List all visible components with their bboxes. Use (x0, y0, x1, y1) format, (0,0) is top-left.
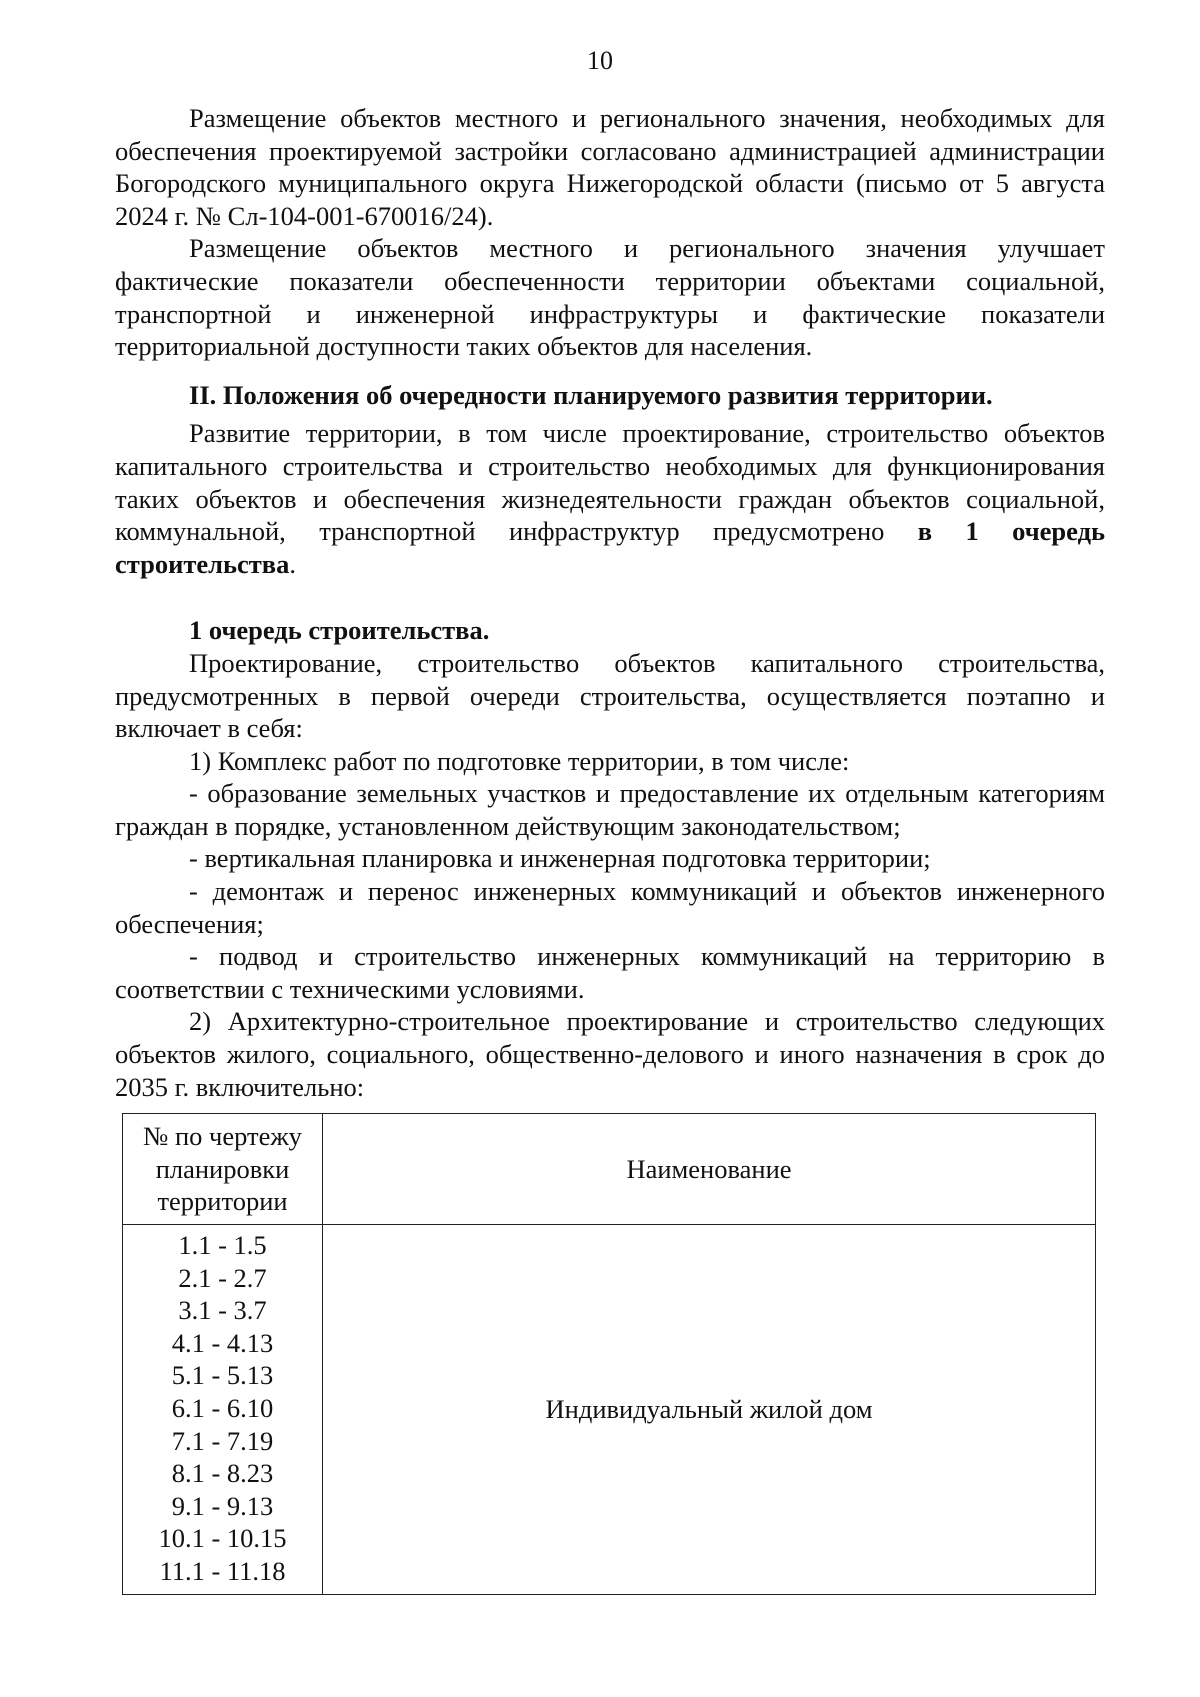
paragraph-development-end: . (289, 548, 296, 579)
number-range: 7.1 - 7.19 (171, 1425, 274, 1456)
paragraph-development-bold: в 1 очередь строительства (115, 516, 1105, 579)
paragraph-development (115, 417, 1105, 580)
cell-object-name: Индивидуальный жилой дом (323, 1225, 1096, 1595)
spacer (115, 363, 1105, 379)
number-range: 1.1 - 1.5 (178, 1230, 267, 1260)
header-name: Наименование (323, 1114, 1096, 1225)
number-range: 8.1 - 8.23 (171, 1458, 274, 1489)
list-item-2: 2) Архитектурно-строительное проектирование и строительство следующих объектов жилого, социального, общественно-делового и иного назначения в срок до 2035 г. включительно: (115, 1006, 1105, 1102)
paragraph-development-text: Развитие территории, в том числе проектирование, строительство объектов капитального строительства и строительство необходимых для функционирования таких объектов и обеспечения жизнедеятельности граждан объектов социальной, коммунальной, транспортной инфраструктур предусмотрено (115, 418, 1105, 547)
paragraph-indicators: Размещение объектов местного и регионального значения улучшает фактические показатели обеспеченности территории объектами социальной, транспортной и инженерной инфраструктуры и фактические показатели территориальной доступности таких объектов для населения. (115, 233, 1105, 362)
objects-table (122, 1113, 1096, 1595)
number-range: 4.1 - 4.13 (171, 1327, 274, 1358)
number-range: 6.1 - 6.10 (171, 1392, 274, 1423)
number-range: 2.1 - 2.7 (178, 1262, 267, 1293)
header-drawing-number (123, 1114, 323, 1225)
page-number: 10 (587, 46, 613, 75)
cell-drawing-numbers (123, 1225, 323, 1595)
table-header-row (123, 1114, 1096, 1225)
spacer (115, 580, 1105, 614)
paragraph-approval: Размещение объектов местного и регионального значения, необходимых для обеспечения проектируемой застройки согласовано администрацией администрации Богородского муниципального округа Нижегородской области (письмо от 5 августа 2024 г. № Сл-104-001-670016/24). (115, 103, 1105, 231)
table-row (123, 1225, 1096, 1595)
stage-heading: 1 очередь строительства. (189, 615, 490, 646)
sub-item-dismantling: - демонтаж и перенос инженерных коммуникаций и объектов инженерного обеспечения; (115, 876, 1105, 939)
section-heading: II. Положения об очередности планируемого развития территории. (189, 379, 993, 410)
paragraph-stage-intro: Проектирование, строительство объектов капитального строительства, предусмотренных в первой очереди строительства, осуществляется поэтапно и включает в себя: (115, 647, 1105, 744)
number-range: 5.1 - 5.13 (171, 1360, 274, 1391)
list-item-1: 1) Комплекс работ по подготовке территории, в том числе: (189, 745, 850, 776)
document-body (115, 102, 1105, 1103)
sub-item-land-plots: - образование земельных участков и предоставление их отдельным категориям граждан в порядке, установленном действующим законодательством; (115, 778, 1105, 841)
number-range: 10.1 - 10.15 (158, 1523, 287, 1554)
number-range: 9.1 - 9.13 (171, 1490, 274, 1521)
header-drawing-number-text: № по чертежу планировки территории (143, 1121, 302, 1217)
number-range: 3.1 - 3.7 (178, 1295, 267, 1326)
sub-item-utilities: - подвод и строительство инженерных коммуникаций на территорию в соответствии с техническими условиями. (115, 941, 1105, 1004)
sub-item-vertical-planning: - вертикальная планировка и инженерная подготовка территории; (189, 843, 931, 874)
number-range: 11.1 - 11.18 (159, 1555, 286, 1586)
